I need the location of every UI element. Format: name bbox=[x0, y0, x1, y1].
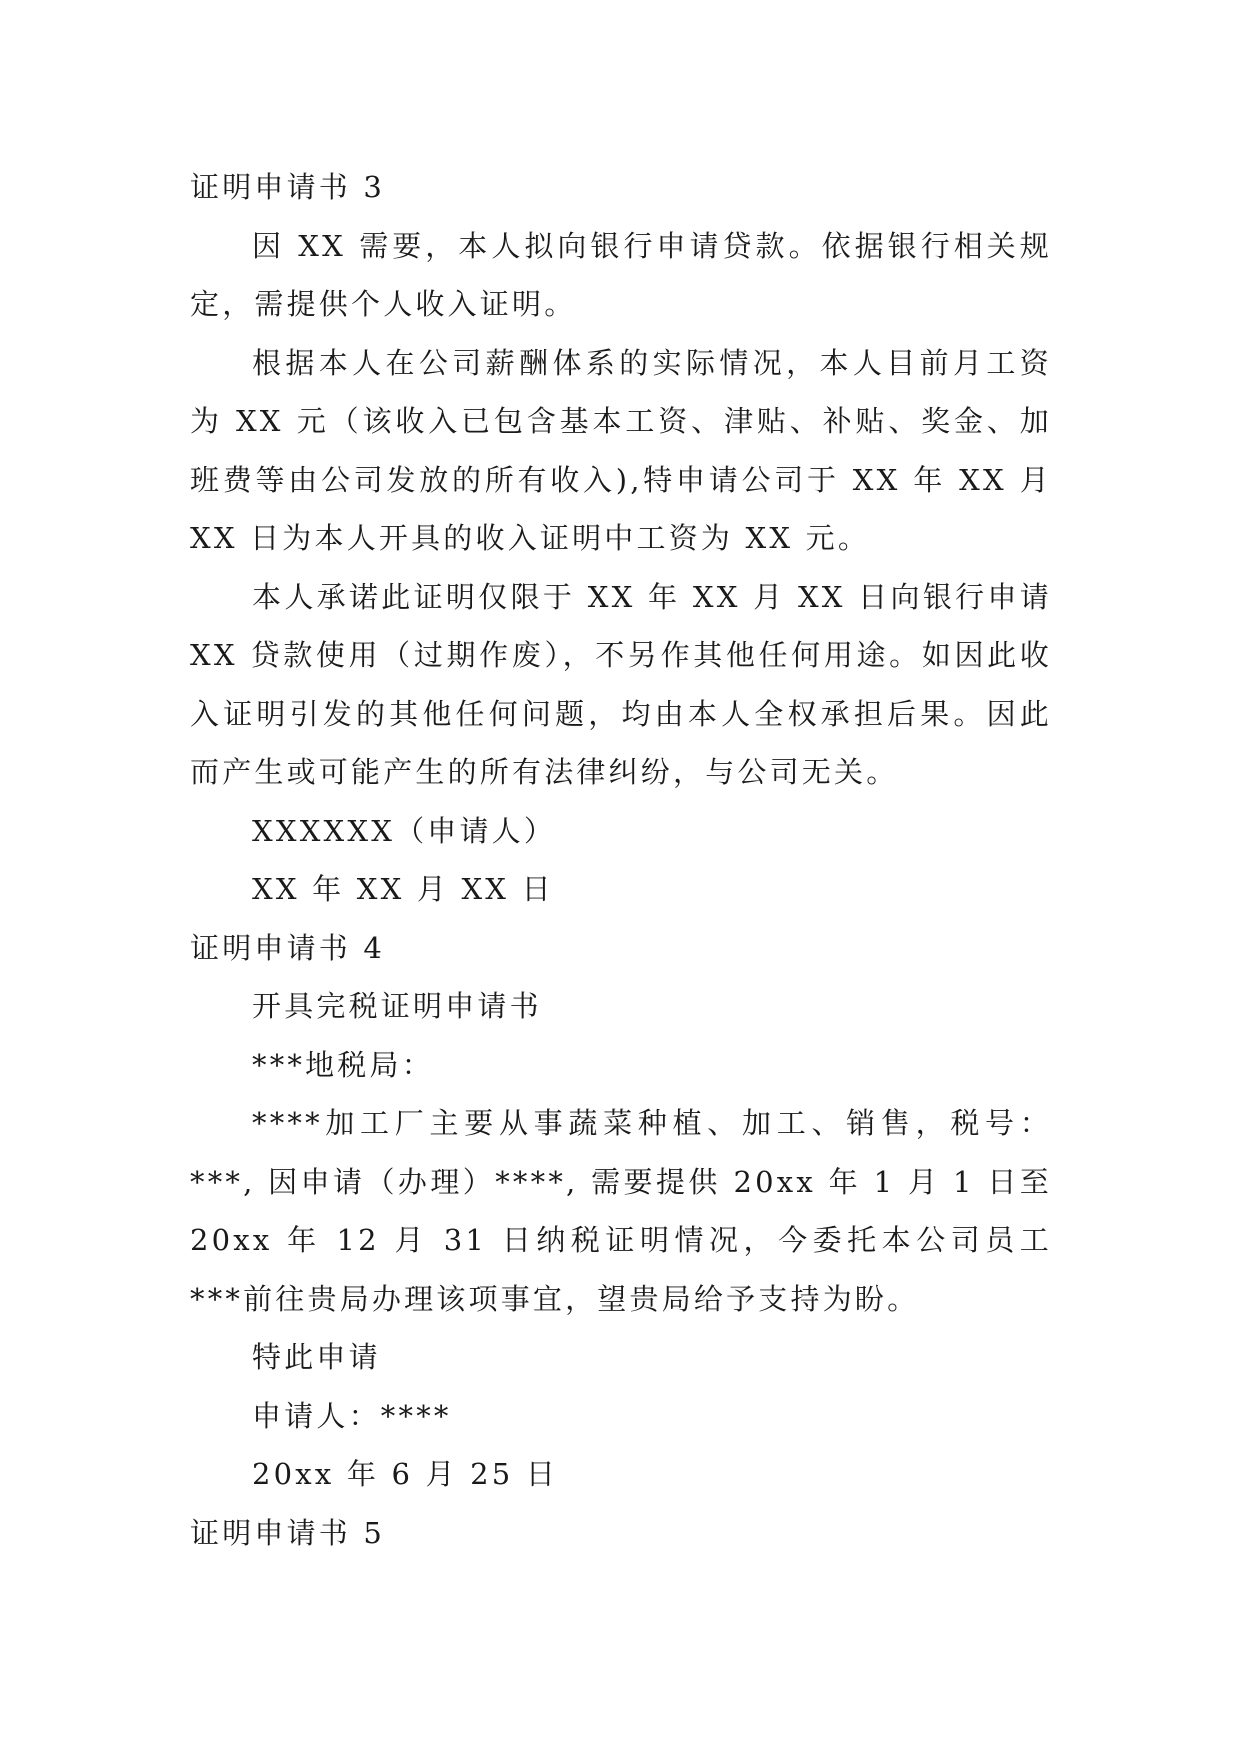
section-3-paragraph-2: 根据本人在公司薪酬体系的实际情况，本人目前月工资为 XX 元（该收入已包含基本工资、津贴、补贴、奖金、加班费等由公司发放的所有收入),特申请公司于 XX 年 XX 月 XX 日为本人开具的收入证明中工资为 XX 元。 bbox=[190, 345, 1052, 555]
document-body bbox=[190, 158, 1052, 1562]
section-3-signature: XXXXXX（申请人） bbox=[252, 813, 557, 848]
section-3-date: XX 年 XX 月 XX 日 bbox=[252, 872, 554, 906]
section-3-paragraph-1: 因 XX 需要，本人拟向银行申请贷款。依据银行相关规定，需提供个人收入证明。 bbox=[190, 228, 1052, 321]
section-3-heading: 证明申请书 3 bbox=[190, 170, 386, 204]
section-4-paragraph-1: ****加工厂主要从事蔬菜种植、加工、销售，税号：***, 因申请（办理）****, 需要提供 20xx 年 1 月 1 日至 20xx 年 12 月 31 日纳税证明情况，今委托本公司员工***前往贵局办理该项事宜，望贵局给予支持为盼。 bbox=[190, 1106, 1052, 1316]
section-4-heading: 证明申请书 4 bbox=[190, 930, 386, 965]
section-5-heading: 证明申请书 5 bbox=[190, 1515, 386, 1550]
section-4-closing: 特此申请 bbox=[252, 1340, 381, 1374]
section-4-addressee: ***地税局： bbox=[252, 1047, 434, 1082]
section-3-paragraph-3: 本人承诺此证明仅限于 XX 年 XX 月 XX 日向银行申请 XX 贷款使用（过期作废），不另作其他任何用途。如因此收入证明引发的其他任何问题，均由本人全权承担后果。因此而产生或可能产生的所有法律纠纷，与公司无关。 bbox=[190, 579, 1052, 789]
section-4-title: 开具完税证明申请书 bbox=[252, 989, 542, 1023]
section-4-date: 20xx 年 6 月 25 日 bbox=[252, 1457, 559, 1491]
section-4-applicant: 申请人：**** bbox=[252, 1398, 452, 1433]
